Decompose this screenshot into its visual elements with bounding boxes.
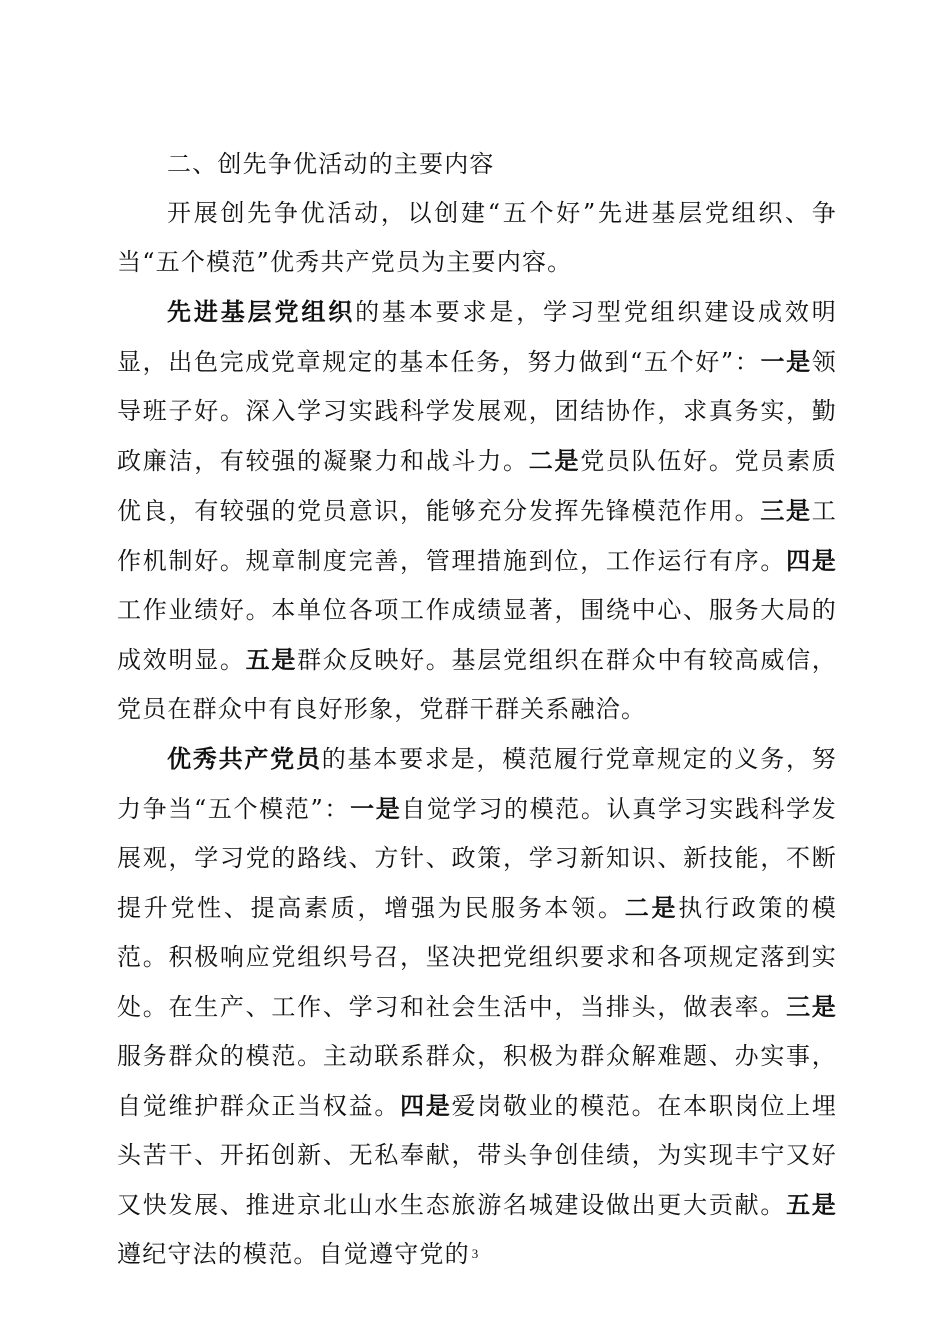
member-item3-text: 服务群众的模范。主动联系群众，积极为群众解难题、办实事，自觉维护群众正当权益。 xyxy=(117,1042,837,1120)
page-number: 3 xyxy=(471,1246,479,1261)
org-item4-label: 四是 xyxy=(786,546,837,575)
member-item5-text: 遵纪守法的模范。自觉遵守党的 xyxy=(117,1240,470,1268)
org-lead-term: 先进基层党组织 xyxy=(167,297,356,326)
member-lead-text: 的基本要求是，模范履行党章规定的义务，努力争当“五个模范”： xyxy=(117,745,838,823)
org-requirements-paragraph xyxy=(117,287,837,734)
member-requirements-paragraph xyxy=(117,734,837,1279)
member-lead-term: 优秀共产党员 xyxy=(167,744,322,773)
org-lead-text: 的基本要求是，学习型党组织建设成效明显，出色完成党章规定的基本任务，努力做到“五个好”： xyxy=(117,298,837,376)
member-item5-label: 五是 xyxy=(786,1190,837,1219)
org-item3-label: 三是 xyxy=(760,496,812,525)
member-item3-label: 三是 xyxy=(786,992,837,1021)
member-item1-label: 一是 xyxy=(350,794,402,823)
member-item1-text: 自觉学习的模范。认真学习实践科学发展观，学习党的路线、方针、政策，学习新知识、新技能，不断提升党性、提高素质，增强为民服务本领。 xyxy=(117,795,837,922)
document-body xyxy=(117,140,837,1279)
org-item5-text: 群众反映好。基层党组织在群众中有较高威信，党员在群众中有良好形象，党群干群关系融洽。 xyxy=(117,646,837,723)
intro-text: 开展创先争优活动，以创建“五个好”先进基层党组织、争当“五个模范”优秀共产党员为主要内容。 xyxy=(117,199,837,276)
member-item2-text: 执行政策的模范。积极响应党组织号召，坚决把党组织要求和各项规定落到实处。在生产、工作、学习和社会生活中，当排头，做表率。 xyxy=(117,894,837,1021)
org-item3-text: 工作机制好。规章制度完善，管理措施到位，工作运行有序。 xyxy=(117,497,837,575)
member-item4-text: 爱岗敬业的模范。在本职岗位上埋头苦干、开拓创新、无私奉献，带头争创佳绩，为实现丰宁又好又快发展、推进京北山水生态旅游名城建设做出更大贡献。 xyxy=(117,1092,837,1219)
org-item1-text: 领导班子好。深入学习实践科学发展观，团结协作，求真务实，勤政廉洁，有较强的凝聚力和战斗力。 xyxy=(117,348,837,475)
section-heading xyxy=(117,140,837,189)
member-item2-label: 二是 xyxy=(624,893,679,922)
member-item4-label: 四是 xyxy=(400,1091,452,1120)
org-item5-label: 五是 xyxy=(245,645,298,674)
intro-paragraph xyxy=(117,189,837,287)
org-item2-text: 党员队伍好。党员素质优良，有较强的党员意识，能够充分发挥先锋模范作用。 xyxy=(117,447,837,525)
org-item1-label: 一是 xyxy=(760,347,812,376)
org-item4-text: 工作业绩好。本单位各项工作成绩显著，围绕中心、服务大局的成效明显。 xyxy=(117,596,837,674)
org-item2-label: 二是 xyxy=(528,446,581,475)
section-heading-text: 二、创先争优活动的主要内容 xyxy=(167,150,495,178)
